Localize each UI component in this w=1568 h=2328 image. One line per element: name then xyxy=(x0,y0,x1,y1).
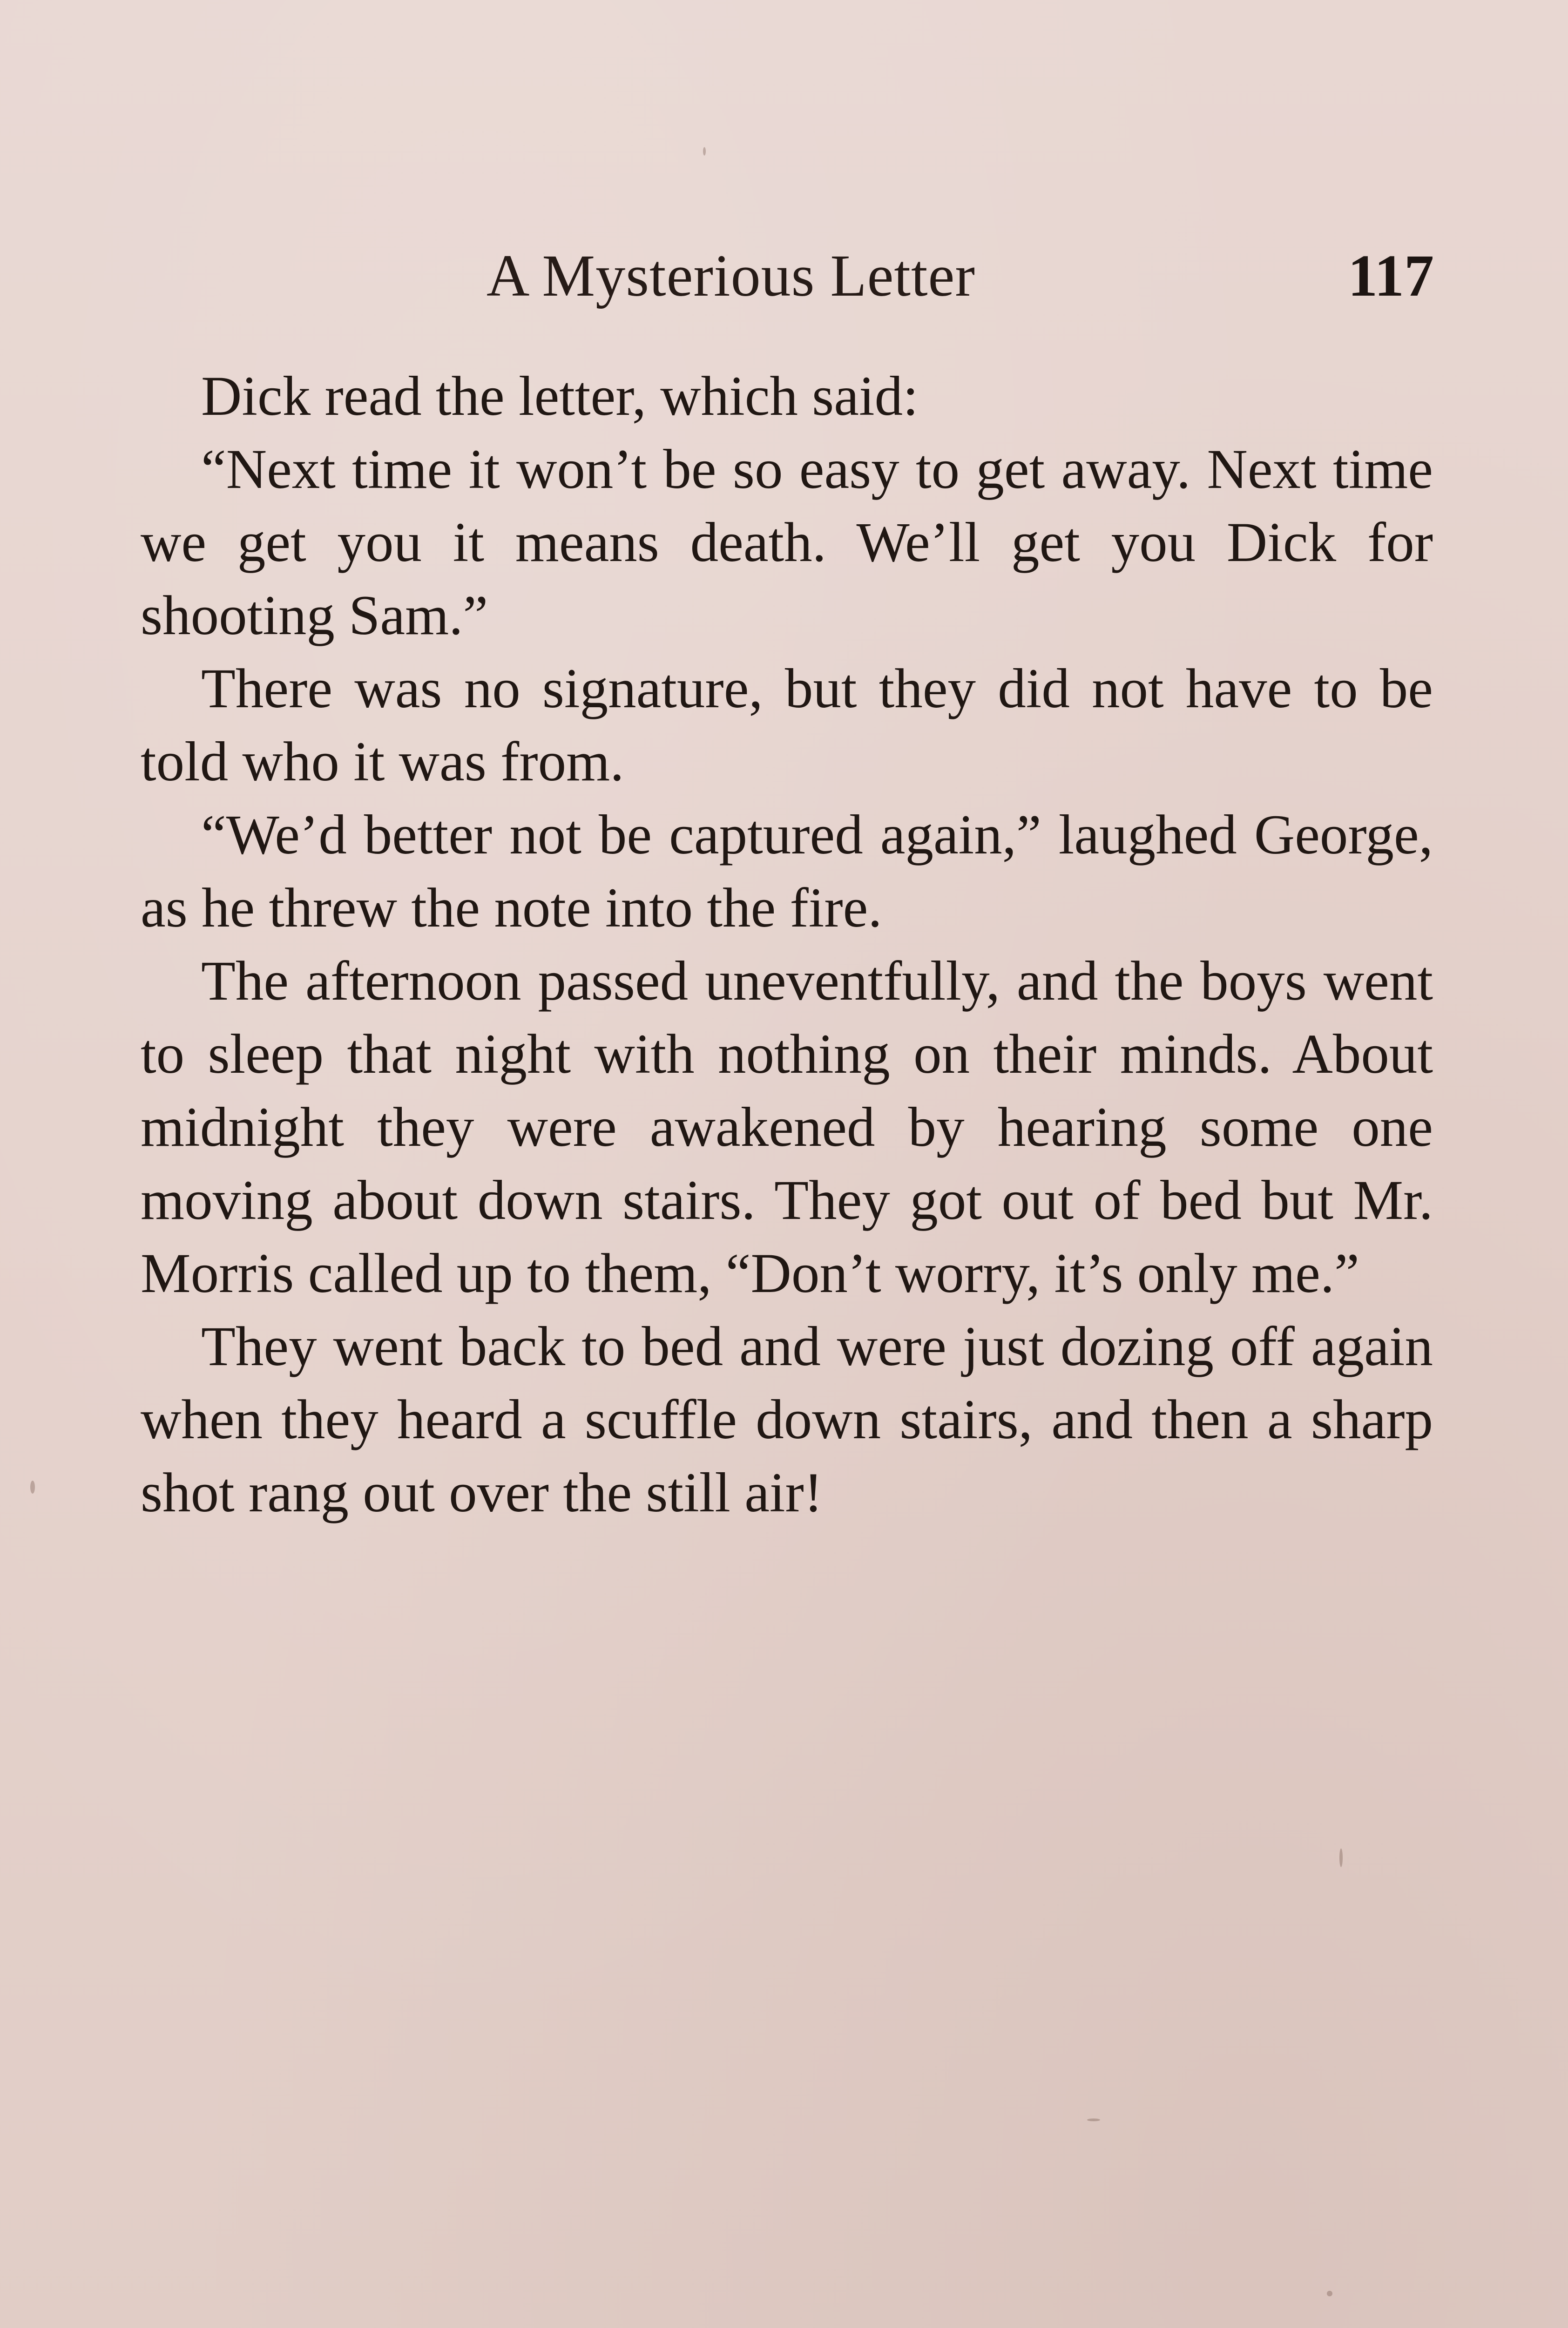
paragraph-4: “We’d better not be captured again,” laughed George, as he threw the note into the fire. xyxy=(141,804,1433,939)
chapter-title: A Mysterious Letter xyxy=(487,243,975,309)
paragraph-5: The afternoon passed uneventfully, and the boys went to sleep that night with nothing on their minds. About midnight they were awakened by hearing some one moving about down stairs. They got out of bed but Mr. Morris called up to them, “Don’t worry, it’s only me.” xyxy=(141,950,1433,1305)
paper-speck xyxy=(703,147,706,156)
page-body-text xyxy=(141,360,1433,1529)
paragraph-1: Dick read the letter, which said: xyxy=(201,365,919,427)
running-header xyxy=(140,233,1434,317)
paper-speck xyxy=(1327,2291,1332,2296)
page-number: 117 xyxy=(1348,243,1434,309)
paper-speck xyxy=(1339,1848,1343,1867)
paper-speck xyxy=(30,1481,35,1494)
paragraph-6: They went back to bed and were just dozing off again when they heard a scuffle down stairs, and then a sharp shot rang out over the still air! xyxy=(141,1315,1433,1524)
paper-speck xyxy=(1087,2118,1100,2121)
paragraph-2: “Next time it won’t be so easy to get away. Next time we get you it means death. We’ll get you Dick for shooting Sam.” xyxy=(141,438,1433,647)
paragraph-3: There was no signature, but they did not have to be told who it was from. xyxy=(141,657,1433,793)
